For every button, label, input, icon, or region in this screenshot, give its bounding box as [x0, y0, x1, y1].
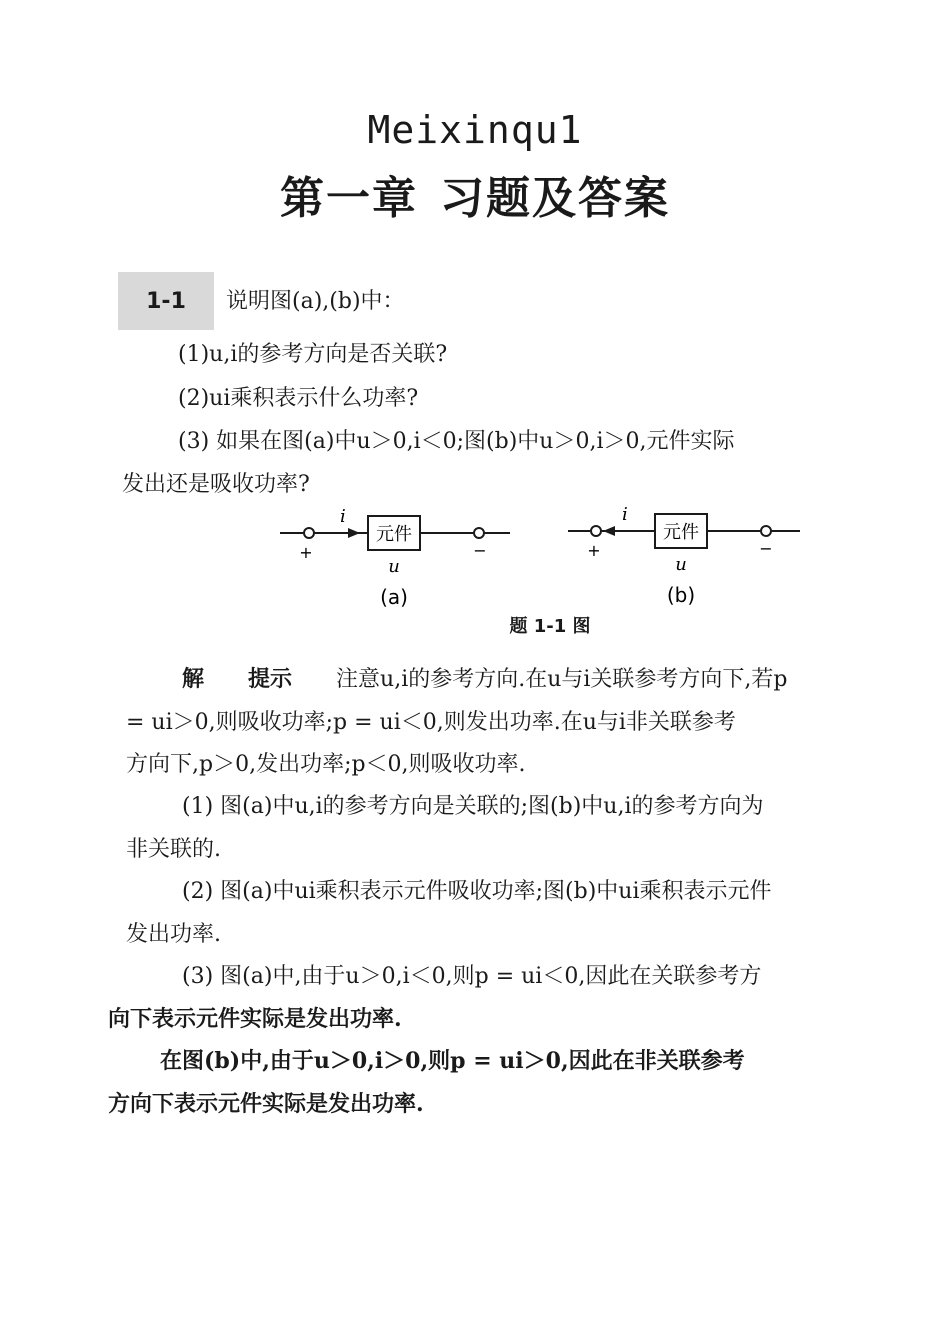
terminal-b-right	[761, 526, 771, 536]
answer-3-line-3: 在图(b)中,由于u＞0,i＞0,则p = ui＞0,因此在非关联参考	[160, 1048, 745, 1074]
plus-sign-a: +	[299, 543, 313, 562]
answer-1-line-2: 非关联的.	[126, 837, 221, 862]
answer-3-line-1: (3) 图(a)中,由于u＞0,i＜0,则p = ui＜0,因此在关联参考方	[182, 964, 762, 989]
voltage-label-a: u	[388, 556, 400, 577]
minus-sign-b: −	[759, 539, 773, 558]
minus-sign-a: −	[473, 541, 487, 560]
figure-b	[568, 504, 800, 607]
chapter-subtitle: 习题及答案	[440, 173, 670, 224]
solution-line-1	[182, 665, 788, 695]
answer-3-line-2: 向下表示元件实际是发出功率.	[108, 1006, 402, 1032]
terminal-b-left	[591, 526, 601, 536]
solution-text-1: 注意u,i的参考方向.在u与i关联参考方向下,若p	[336, 667, 788, 692]
terminal-a-left	[304, 528, 314, 538]
voltage-label-b: u	[675, 554, 687, 575]
watermark-text: Meixinqu1	[367, 108, 583, 152]
figure-caption: 题 1-1 图	[509, 616, 591, 637]
subfigure-label-a: (a)	[380, 585, 408, 609]
chapter-number: 第一章	[280, 173, 418, 224]
solution-line-3: 方向下,p＞0,发出功率;p＜0,则吸收功率.	[126, 752, 526, 777]
figure-a	[280, 506, 510, 609]
element-label-b: 元件	[663, 522, 699, 543]
terminal-a-right	[474, 528, 484, 538]
subfigure-label-b: (b)	[666, 583, 696, 607]
hint-label: 提示	[248, 667, 293, 692]
plus-sign-b: +	[587, 541, 601, 560]
solution-label: 解	[182, 667, 205, 692]
answer-2-line-1: (2) 图(a)中ui乘积表示元件吸收功率;图(b)中ui乘积表示元件	[182, 879, 772, 904]
answer-2-line-2: 发出功率.	[126, 922, 221, 947]
question-3-line-2: 发出还是吸收功率?	[122, 472, 310, 497]
current-label-b: i	[622, 504, 628, 525]
answer-3-line-4: 方向下表示元件实际是发出功率.	[108, 1091, 424, 1117]
chapter-title	[0, 162, 950, 226]
current-arrow-a-icon	[348, 528, 360, 538]
question-1: (1)u,i的参考方向是否关联?	[178, 342, 448, 367]
current-arrow-b-icon	[603, 526, 615, 536]
problem-number-badge: 1-1	[118, 272, 214, 330]
problem-intro: 说明图(a),(b)中：	[226, 289, 405, 314]
current-label-a: i	[340, 506, 346, 527]
element-label-a: 元件	[376, 524, 412, 545]
solution-line-2: = ui＞0,则吸收功率;p = ui＜0,则发出功率.在u与i非关联参考	[126, 710, 736, 735]
question-2: (2)ui乘积表示什么功率?	[178, 386, 419, 411]
answer-1-line-1: (1) 图(a)中u,i的参考方向是关联的;图(b)中u,i的参考方向为	[182, 794, 764, 819]
question-3-line-1: (3) 如果在图(a)中u＞0,i＜0;图(b)中u＞0,i＞0,元件实际	[178, 429, 735, 454]
